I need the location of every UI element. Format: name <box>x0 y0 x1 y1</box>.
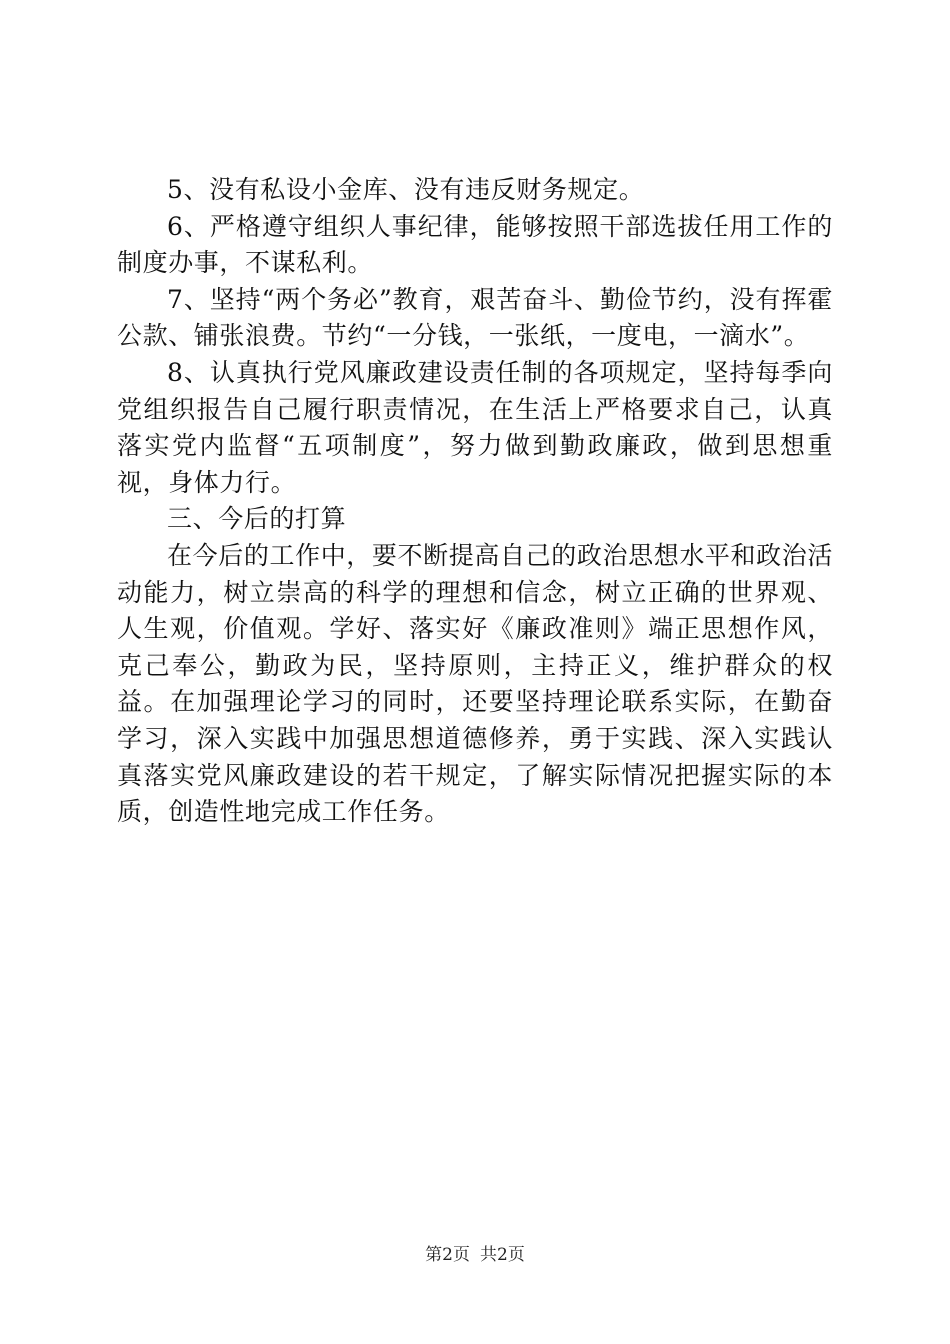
paragraph-item-8: 8、认真执行党风廉政建设责任制的各项规定，坚持每季向党组织报告自己履行职责情况，在生活上严格要求自己，认真落实党内监督“五项制度”，努力做到勤政廉政，做到思想重视，身体力行。 <box>117 357 833 497</box>
section-heading: 三、今后的打算 <box>167 504 347 534</box>
page-footer <box>0 1244 950 1266</box>
paragraph-item-5: 5、没有私设小金库、没有违反财务规定。 <box>167 175 645 204</box>
paragraph-item-7: 7、坚持“两个务必”教育，艰苦奋斗、勤俭节约，没有挥霍公款、铺张浪费。节约“一分钱，一张纸，一度电，一滴水”。 <box>117 284 833 351</box>
page-number-current: 第2页 <box>425 1245 470 1265</box>
page-number-total: 共2页 <box>480 1245 525 1265</box>
document-body <box>117 172 833 831</box>
paragraph-item-6: 6、严格遵守组织人事纪律，能够按照干部选拔任用工作的制度办事，不谋私利。 <box>117 211 833 278</box>
paragraph-future-plans: 在今后的工作中，要不断提高自己的政治思想水平和政治活动能力，树立崇高的科学的理想和信念，树立正确的世界观、人生观，价值观。学好、落实好《廉政准则》端正思想作风，克己奉公，勤政为民，坚持原则，主持正义，维护群众的权益。在加强理论学习的同时，还要坚持理论联系实际，在勤奋学习，深入实践中加强思想道德修养，勇于实践、深入实践认真落实党风廉政建设的若干规定，了解实际情况把握实际的本质，创造性地完成工作任务。 <box>117 540 833 827</box>
